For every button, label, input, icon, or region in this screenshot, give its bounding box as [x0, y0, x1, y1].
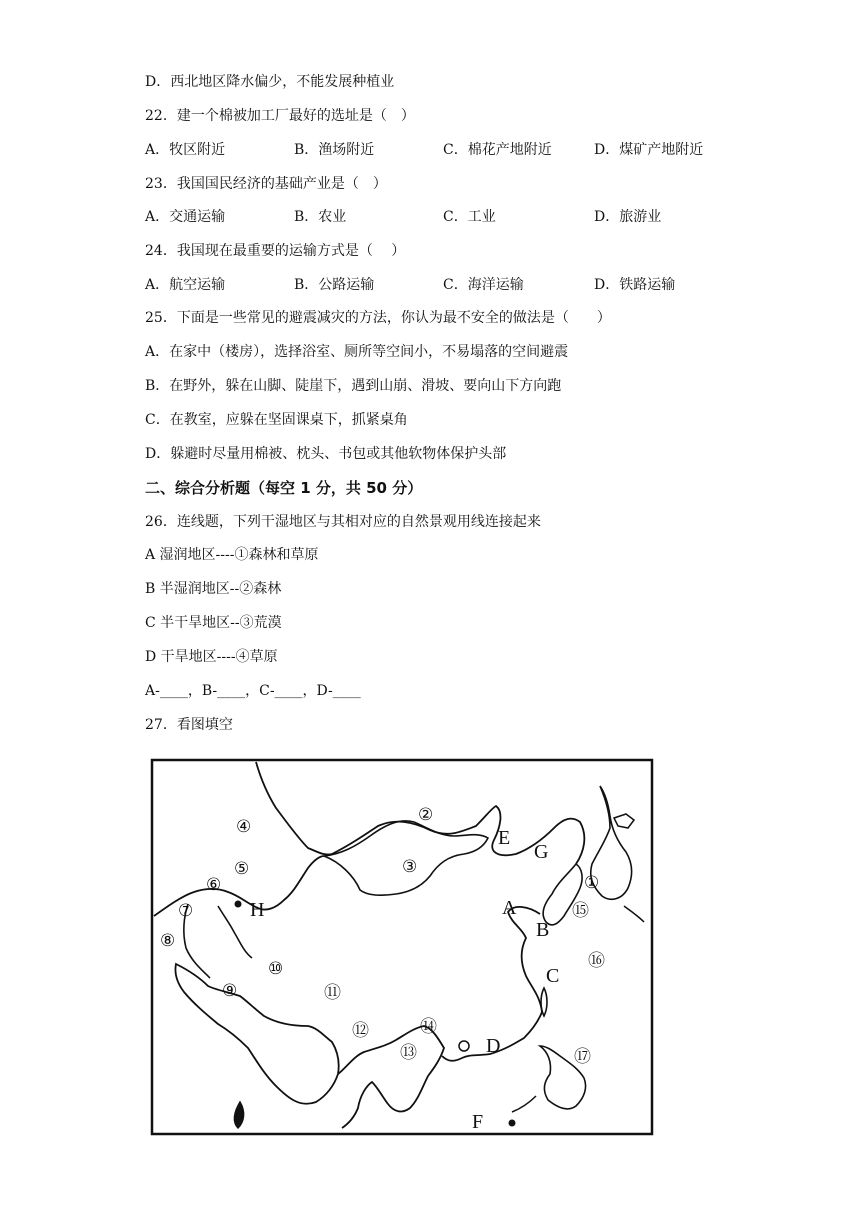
southeast-asia-peninsula	[338, 1026, 444, 1128]
q26-item-d: D 干旱地区----④草原	[145, 649, 278, 665]
map-number-15: ⑮	[572, 901, 589, 921]
q26-item-b: B 半湿润地区--②森林	[145, 581, 282, 597]
q21-option-d: D．西北地区降水偏少，不能发展种植业	[145, 74, 395, 90]
indian-subcontinent	[175, 964, 338, 1104]
q26-item-c: C 半干旱地区--③荒漠	[145, 615, 282, 631]
location-h-dot	[235, 901, 242, 908]
map-number-11: ⑪	[324, 983, 341, 1003]
q25-option-c: C．在教室，应躲在坚固课桌下，抓紧桌角	[145, 412, 408, 428]
map-number-5: ⑤	[234, 859, 250, 879]
q22-stem: 22．建一个棉被加工厂最好的选址是（ ）	[145, 108, 415, 124]
map-label-f: F	[472, 1111, 484, 1133]
q23-option-b: B．农业	[294, 209, 347, 225]
map-number-8: ⑧	[160, 931, 176, 951]
map-label-b: B	[536, 919, 550, 941]
q23-option-c: C．工业	[443, 209, 496, 225]
q24-option-b: B．公路运输	[294, 277, 375, 293]
map-frame	[152, 760, 652, 1134]
iran-border	[218, 906, 252, 958]
q23-option-a: A．交通运输	[145, 209, 226, 225]
location-f-dot	[509, 1120, 516, 1127]
q22-option-c: C．棉花产地附近	[443, 142, 552, 158]
map-number-9: ⑨	[222, 981, 238, 1001]
sri-lanka-island	[234, 1102, 243, 1128]
map-label-h: H	[250, 899, 265, 921]
map-label-g: G	[534, 841, 549, 863]
q22-option-d: D．煤矿产地附近	[594, 142, 704, 158]
q25-stem: 25．下面是一些常见的避震减灾的方法，你认为最不安全的做法是（ ）	[145, 310, 611, 326]
map-number-4: ④	[236, 817, 252, 837]
asia-map-figure	[148, 756, 658, 1140]
section-heading: 二、综合分析题（每空 1 分，共 50 分）	[145, 479, 423, 497]
q23-option-d: D．旅游业	[594, 209, 662, 225]
q22-option-b: B．渔场附近	[294, 142, 375, 158]
q25-option-b: B．在野外，躲在山脚、陡崖下，遇到山崩、滑坡、要向山下方向跑	[145, 378, 562, 394]
map-number-2: ②	[418, 805, 434, 825]
map-number-10: ⑩	[268, 959, 284, 979]
q25-option-a: A．在家中（楼房），选择浴室、厕所等空间小，不易塌落的空间避震	[145, 344, 569, 360]
q22-option-a: A．牧区附近	[145, 142, 226, 158]
q24-option-a: A．航空运输	[145, 277, 226, 293]
map-number-1: ①	[584, 873, 600, 893]
japan-hokkaido	[614, 814, 634, 828]
taiwan-island	[541, 988, 547, 1016]
q23-stem: 23．我国国民经济的基础产业是（ ）	[145, 176, 387, 192]
japan-kyushu	[624, 906, 644, 922]
map-number-13: ⑬	[400, 1043, 417, 1063]
map-label-c: C	[546, 965, 560, 987]
map-number-7: ⑦	[178, 901, 194, 921]
q26-stem: 26．连线题，下列干湿地区与其相对应的自然景观用线连接起来	[145, 514, 541, 530]
map-label-e: E	[498, 827, 511, 849]
q25-option-d: D．躲避时尽量用棉被、枕头、书包或其他软物体保护头部	[145, 446, 507, 462]
map-label-d: D	[486, 1035, 501, 1057]
q24-option-c: C．海洋运输	[443, 277, 524, 293]
q24-stem: 24．我国现在最重要的运输方式是（ ）	[145, 243, 406, 259]
map-number-12: ⑫	[352, 1021, 369, 1041]
map-label-a: A	[502, 897, 517, 919]
q27-stem: 27．看图填空	[145, 717, 233, 733]
map-number-6: ⑥	[206, 875, 222, 895]
q26-item-a: A 湿润地区----①森林和草原	[145, 547, 319, 563]
hainan-island	[459, 1041, 469, 1051]
q26-answer-blanks: A-____，B-____，C-____，D-____	[145, 683, 361, 699]
map-number-17: ⑰	[574, 1047, 591, 1067]
map-number-16: ⑯	[588, 951, 605, 971]
map-number-3: ③	[402, 857, 418, 877]
q24-option-d: D．铁路运输	[594, 277, 676, 293]
borneo-coast	[512, 1096, 536, 1112]
map-number-14: ⑭	[420, 1017, 437, 1037]
